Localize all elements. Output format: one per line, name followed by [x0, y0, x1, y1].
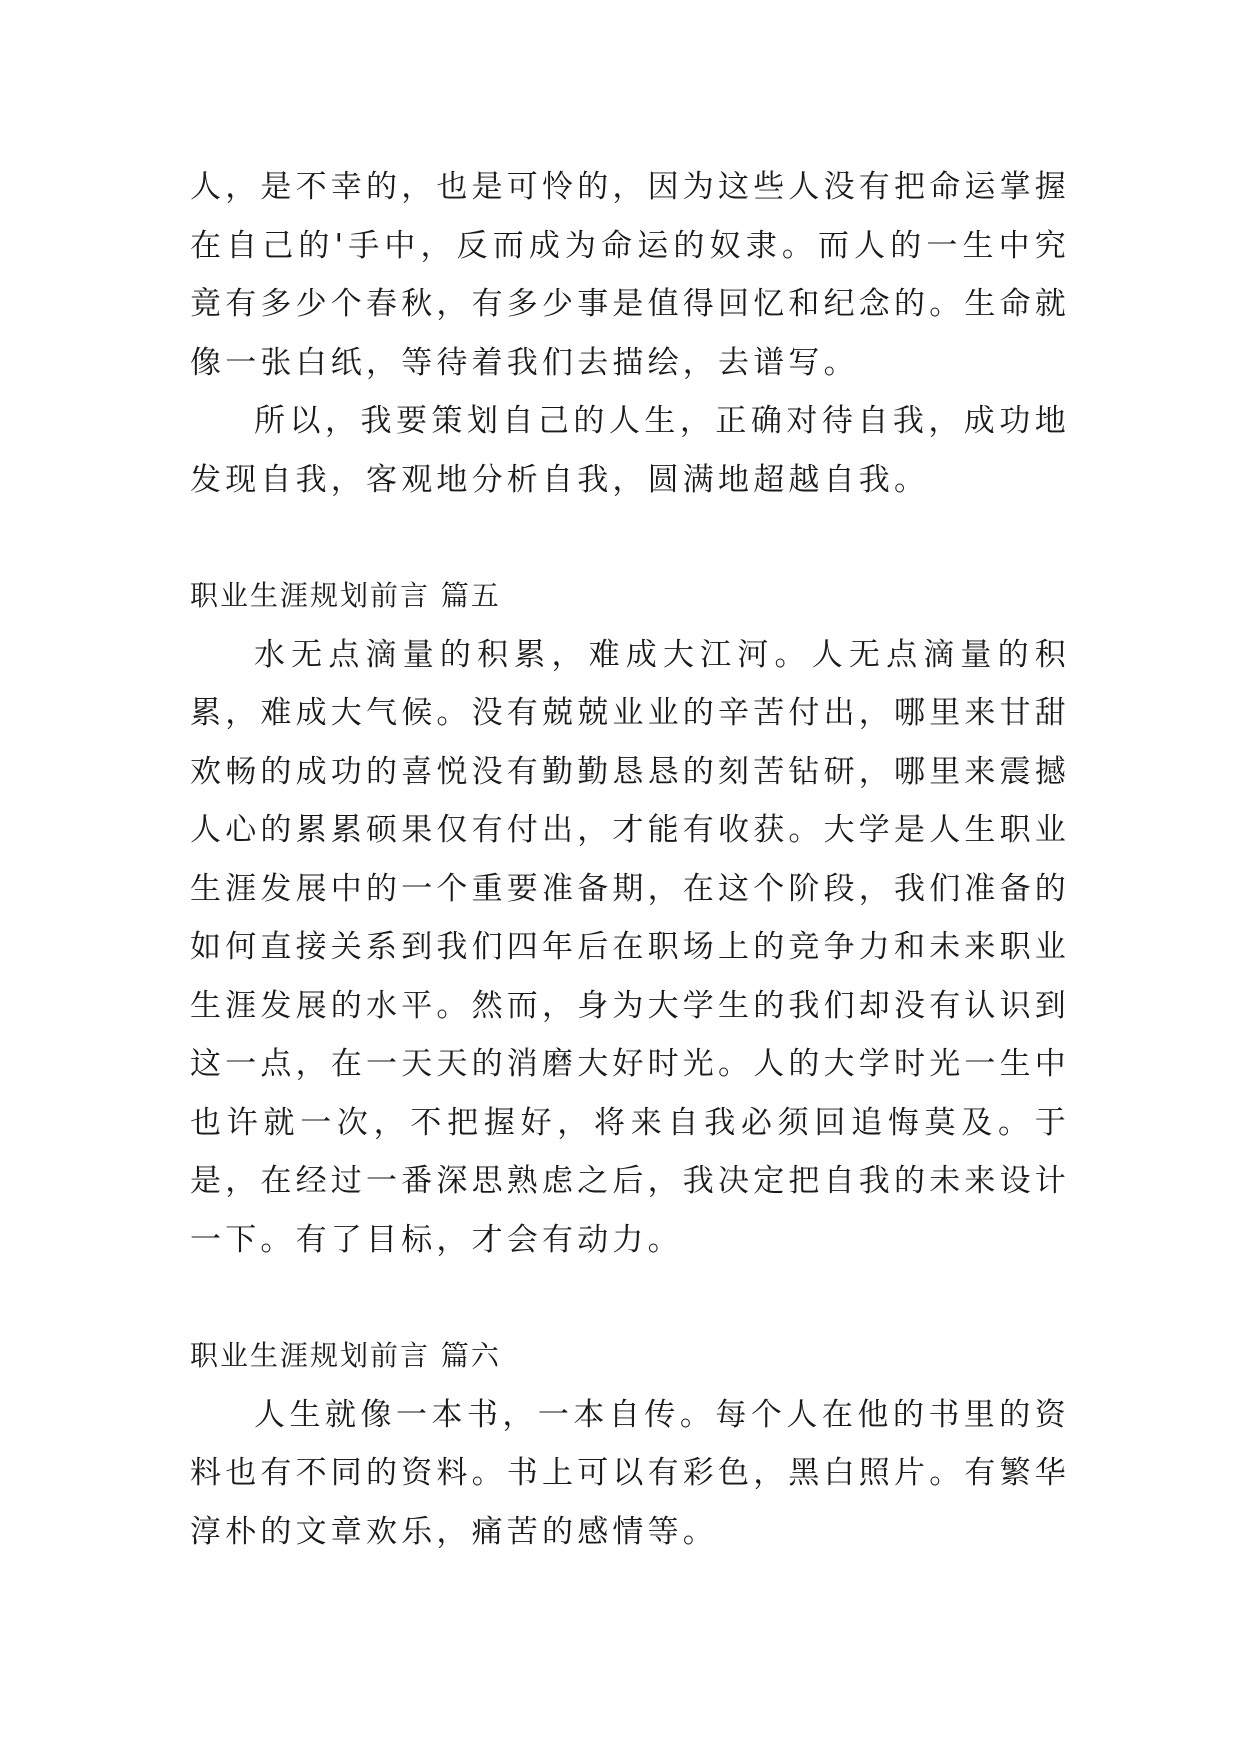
paragraph-life-plan: 所以，我要策划自己的人生，正确对待自我，成功地发现自我，客观地分析自我，圆满地超越自我。	[190, 403, 1070, 498]
section-spacer	[190, 509, 1070, 567]
section-6-body: 人生就像一本书，一本自传。每个人在他的书里的资料也有不同的资料。书上可以有彩色，黑白照片。有繁华淳朴的文章欢乐，痛苦的感情等。	[190, 1396, 1070, 1550]
section-spacer	[190, 1269, 1070, 1327]
section-heading-6: 职业生涯规划前言 篇六	[190, 1339, 501, 1372]
paragraph-continued: 人，是不幸的，也是可怜的，因为这些人没有把命运掌握在自己的'手中，反而成为命运的奴隶。而人的一生中究竟有多少个春秋，有多少事是值得回忆和纪念的。生命就像一张白纸，等待着我们去描绘，去谱写。	[190, 169, 1070, 381]
document-body	[190, 158, 1070, 1561]
section-heading-5: 职业生涯规划前言 篇五	[190, 579, 501, 612]
section-5-body: 水无点滴量的积累，难成大江河。人无点滴量的积累，难成大气候。没有兢兢业业的辛苦付出，哪里来甘甜欢畅的成功的喜悦没有勤勤恳恳的刻苦钻研，哪里来震撼人心的累累硕果仅有付出，才能有收获。大学是人生职业生涯发展中的一个重要准备期，在这个阶段，我们准备的如何直接关系到我们四年后在职场上的竞争力和未来职业生涯发展的水平。然而，身为大学生的我们却没有认识到这一点，在一天天的消磨大好时光。人的大学时光一生中也许就一次，不把握好，将来自我必须回追悔莫及。于是，在经过一番深思熟虑之后，我决定把自我的未来设计一下。有了目标，才会有动力。	[190, 636, 1070, 1258]
